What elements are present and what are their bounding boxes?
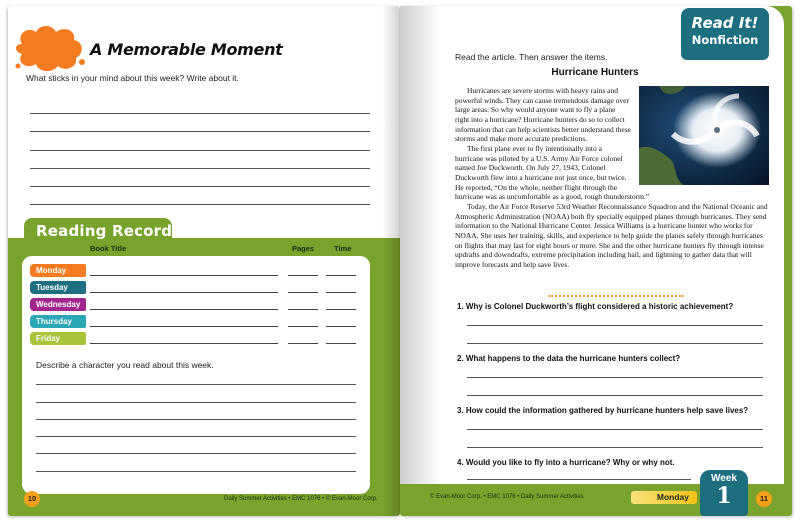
time-field[interactable] xyxy=(326,309,356,310)
column-head-time: Time xyxy=(334,244,352,253)
time-field[interactable] xyxy=(326,292,356,293)
day-label: Wednesday xyxy=(30,298,86,311)
answer-line[interactable] xyxy=(467,325,763,326)
footer-left: Daily Summer Activities • EMC 1076 • © Evan-Moor Corp. xyxy=(224,496,378,502)
describe-character-prompt: Describe a character you read about this week. xyxy=(36,360,214,370)
question-1: 1. Why is Colonel Duckworth’s flight considered a historic achievement? xyxy=(457,302,734,311)
time-field[interactable] xyxy=(326,326,356,327)
article-title: Hurricane Hunters xyxy=(551,67,639,78)
time-field[interactable] xyxy=(326,275,356,276)
article-paragraph: Today, the Air Force Reserve 53rd Weather Reconnaissance Squadron and the National Oceanic and Atmospheric Administration (NOAA) both fly specially equipped planes through hurricanes. They send information to the National Hurricane Center. Jessica Williams is a hurricane hunter who works for NOAA. She uses her training, skills, and experience to help guide the planes safely through hurricanes on flights that may last for eight hours or more. She and the other hurricane hunters fly through intense updrafts and downdrafts, extreme precipitation including hail, and lightning to gather data that will improve forecasts and help save lives. xyxy=(455,201,768,269)
answer-line[interactable] xyxy=(467,429,763,430)
footer-right: © Evan-Moor Corp. • EMC 1076 • Daily Summer Activities xyxy=(430,494,584,500)
column-head-book-title: Book Title xyxy=(90,244,127,253)
week-number: 1 xyxy=(716,483,732,509)
article-body xyxy=(455,86,771,269)
memorable-moment-writing-area[interactable] xyxy=(30,96,370,205)
book-title-field[interactable] xyxy=(90,309,278,310)
day-label: Monday xyxy=(30,264,86,277)
answer-line[interactable] xyxy=(467,447,763,448)
hurricane-satellite-image xyxy=(639,86,769,185)
answer-line[interactable] xyxy=(467,377,763,378)
answer-line[interactable] xyxy=(467,343,763,344)
pages-field[interactable] xyxy=(288,309,318,310)
book-title-field[interactable] xyxy=(90,292,278,293)
answer-line[interactable] xyxy=(467,395,763,396)
describe-character-writing-area[interactable] xyxy=(36,368,356,472)
pages-field[interactable] xyxy=(288,343,318,344)
article-paragraph: Hurricanes are severe storms with heavy rains and powerful winds. They can cause tremendous damage over large areas. So why would anyone want to fly a plane right into a hurricane? Hurricane hunters do so to collect information that can help scientists better understand these storms and make more accurate predictions. xyxy=(455,86,631,144)
column-head-pages: Pages xyxy=(292,244,315,253)
answer-line[interactable] xyxy=(467,479,691,480)
badge-title: Read It! xyxy=(691,14,759,32)
orange-splat-icon xyxy=(12,22,88,74)
day-indicator: Monday xyxy=(631,491,697,504)
book-title-field[interactable] xyxy=(90,343,278,344)
pages-field[interactable] xyxy=(288,275,318,276)
badge-subtitle: Nonfiction xyxy=(691,33,759,47)
book-title-field[interactable] xyxy=(90,326,278,327)
memorable-moment-prompt: What sticks in your mind about this week? Write about it. xyxy=(26,73,239,83)
question-3: 3. How could the information gathered by hurricane hunters help save lives? xyxy=(457,406,749,415)
book-title-field[interactable] xyxy=(90,275,278,276)
question-2: 2. What happens to the data the hurricane hunters collect? xyxy=(457,354,681,363)
pages-field[interactable] xyxy=(288,292,318,293)
week-badge xyxy=(700,470,748,516)
week-label: Week xyxy=(711,473,737,484)
question-4: 4. Would you like to fly into a hurricane? Why or why not. xyxy=(457,458,675,467)
read-it-badge xyxy=(681,8,769,60)
memorable-moment-title: A Memorable Moment xyxy=(90,40,283,59)
pages-field[interactable] xyxy=(288,326,318,327)
time-field[interactable] xyxy=(326,343,356,344)
day-label: Thursday xyxy=(30,315,86,328)
day-label: Friday xyxy=(30,332,86,345)
day-label: Tuesday xyxy=(30,281,86,294)
page-number-left: 10 xyxy=(24,491,40,507)
article-paragraph: The first plane ever to fly intentionally into a hurricane was piloted by a U.S. Army Air Force colonel named Joe Duckworth. On July 27, 1943, Colonel Duckworth flew into a hurricane not just once, but twice. He reported, “On the whole, neither flight through the hurricane was as uncomfortable as a good, rough thunderstorm.” xyxy=(455,143,650,202)
page-number-right: 11 xyxy=(756,491,772,507)
dotted-divider xyxy=(548,295,684,297)
reading-record-title: Reading Record xyxy=(36,222,173,240)
instructions: Read the article. Then answer the items. xyxy=(455,52,608,62)
